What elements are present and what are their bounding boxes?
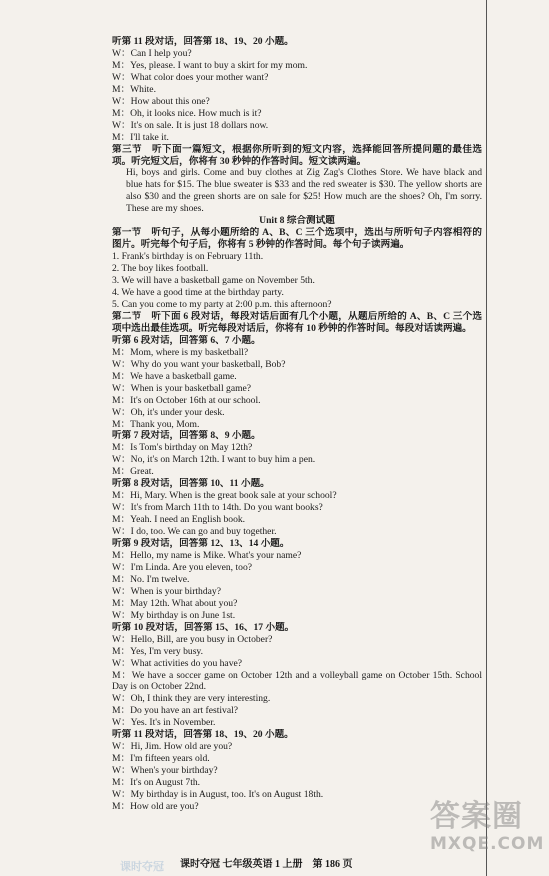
text-line: W：No, it's on March 12th. I want to buy him a pen. bbox=[112, 454, 316, 466]
text-line: M：We have a basketball game. bbox=[112, 370, 237, 382]
text-line: 1. Frank's birthday is on February 11th. bbox=[112, 251, 264, 263]
text-line: M：It's on August 7th. bbox=[112, 777, 201, 789]
text-line: W：Why do you want your basketball, Bob? bbox=[112, 358, 286, 370]
text-line: 第一节 听句子，从每小题所给的 A、B、C 三个选项中，选出与所听句子内容相符的图片。听完每个句子后，你将有 5 秒钟的作答时间。每个句子读两遍。 bbox=[112, 227, 482, 251]
text-line: W：My birthday is in August, too. It's on August 18th. bbox=[112, 789, 324, 801]
text-line: 3. We will have a basketball game on November 5th. bbox=[112, 275, 315, 287]
text-line: M：Great. bbox=[112, 466, 154, 478]
text-line: W：Can I help you? bbox=[112, 47, 192, 59]
text-line: M：Mom, where is my basketball? bbox=[112, 346, 249, 358]
text-line: W：When's your birthday? bbox=[112, 765, 218, 777]
text-line: W：I'm Linda. Are you eleven, too? bbox=[112, 561, 252, 573]
text-line: M：Yeah. I need an English book. bbox=[112, 514, 246, 526]
page-content bbox=[112, 36, 482, 813]
text-line: W：What activities do you have? bbox=[112, 657, 243, 669]
text-line: W：When is your basketball game? bbox=[112, 382, 252, 394]
text-line: 第二节 听下面 6 段对话，每段对话后面有几个小题，从题后所给的 A、B、C 三个选项中选出最佳选项。听完每段对话后，你将有 10 秒钟的作答时间。每段对话读两遍。 bbox=[112, 310, 482, 334]
text-line: 听第 7 段对话，回答第 8、9 小题。 bbox=[112, 430, 261, 442]
text-line: 4. We have a good time at the birthday party. bbox=[112, 287, 284, 299]
text-line: W：It's from March 11th to 14th. Do you want books? bbox=[112, 502, 323, 514]
text-line: M：Hi, Mary. When is the great book sale at your school? bbox=[112, 490, 337, 502]
text-line: M：Hello, my name is Mike. What's your name? bbox=[112, 549, 302, 561]
text-line: W：Oh, it's under your desk. bbox=[112, 406, 225, 418]
watermark-logo-text: 答案圈 bbox=[430, 799, 523, 834]
text-line: W：Yes. It's in November. bbox=[112, 717, 216, 729]
text-line: 听第 10 段对话，回答第 15、16、17 小题。 bbox=[112, 621, 295, 633]
text-line: W：When is your birthday? bbox=[112, 585, 221, 597]
site-watermark bbox=[430, 800, 545, 870]
text-line: Hi, boys and girls. Come and buy clothes at Zig Zag's Clothes Store. We have black and blue hats for $15. The blue sweater is $33 and the red sweater is $30. The yellow shorts are also $30 and the green shorts are on sale for $25! How much are the shoes? Oh, I'm sorry. These are my shoes. bbox=[126, 167, 482, 215]
text-line: M：May 12th. What about you? bbox=[112, 597, 238, 609]
text-line: M：Oh, it looks nice. How much is it? bbox=[112, 107, 262, 119]
text-line: M：Yes, I'm very busy. bbox=[112, 645, 204, 657]
page-footer: 课时夺冠 七年级英语 1 上册 第 186 页 bbox=[180, 859, 353, 870]
text-line: Unit 8 综合测试题 bbox=[259, 215, 335, 227]
text-line: W：It's on sale. It is just 18 dollars now. bbox=[112, 119, 269, 131]
text-line: 听第 9 段对话，回答第 12、13、14 小题。 bbox=[112, 538, 290, 550]
text-line: 听第 6 段对话，回答第 6、7 小题。 bbox=[112, 334, 261, 346]
watermark-url: MXQE.COM bbox=[430, 834, 545, 854]
stamp-mark: 课时夺冠 bbox=[120, 861, 164, 873]
text-line: 听第 11 段对话，回答第 18、19、20 小题。 bbox=[112, 729, 294, 741]
text-line: M：Is Tom's birthday on May 12th? bbox=[112, 442, 253, 454]
text-line: M：It's on October 16th at our school. bbox=[112, 394, 261, 406]
text-line: W：What color does your mother want? bbox=[112, 71, 269, 83]
text-line: M：We have a soccer game on October 12th and a volleyball game on October 15th. School Day is on October 22nd. bbox=[112, 669, 482, 693]
text-line: W：How about this one? bbox=[112, 95, 210, 107]
text-line: W：Hi, Jim. How old are you? bbox=[112, 741, 233, 753]
text-line: 2. The boy likes football. bbox=[112, 263, 209, 275]
text-line: M：I'll take it. bbox=[112, 131, 169, 143]
text-line: 听第 11 段对话，回答第 18、19、20 小题。 bbox=[112, 36, 294, 47]
text-line: M：Thank you, Mom. bbox=[112, 418, 200, 430]
text-line: W：I do, too. We can go and buy together. bbox=[112, 526, 277, 538]
text-line: M：Do you have an art festival? bbox=[112, 705, 239, 717]
text-line: W：Hello, Bill, are you busy in October? bbox=[112, 633, 273, 645]
text-line: 听第 8 段对话，回答第 10、11 小题。 bbox=[112, 478, 270, 490]
text-line: 5. Can you come to my party at 2:00 p.m. this afternoon? bbox=[112, 298, 332, 310]
text-line: M：Yes, please. I want to buy a skirt for my mom. bbox=[112, 59, 308, 71]
text-line: W：Oh, I think they are very interesting. bbox=[112, 693, 271, 705]
column-divider bbox=[486, 0, 487, 876]
text-line: W：My birthday is on June 1st. bbox=[112, 609, 236, 621]
text-line: M：How old are you? bbox=[112, 801, 199, 812]
text-line: M：White. bbox=[112, 83, 156, 95]
text-line: M：I'm fifteen years old. bbox=[112, 753, 210, 765]
text-line: 第三节 听下面一篇短文，根据你所听到的短文内容，选择能回答所提问题的最佳选项。听完短文后，你将有 30 秒钟的作答时间。短文读两遍。 bbox=[112, 143, 482, 167]
text-line: M：No. I'm twelve. bbox=[112, 573, 190, 585]
